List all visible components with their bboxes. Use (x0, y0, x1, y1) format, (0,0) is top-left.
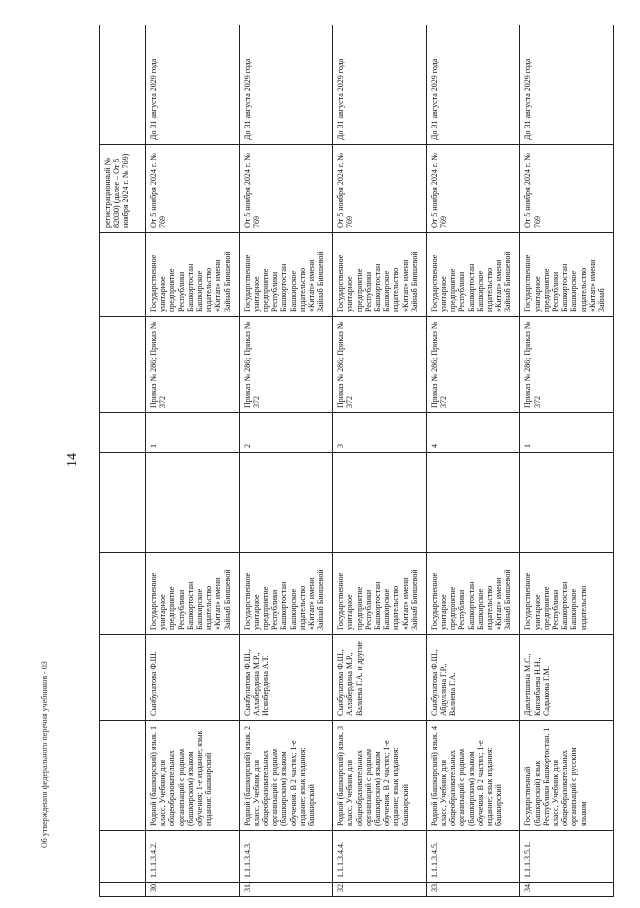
order-cell: Приказ № 286; Приказ № 372 (146, 317, 240, 413)
row-number-cell: 32. (333, 883, 427, 897)
table-row (426, 25, 520, 897)
code-cell: 1.1.1.3.5.1. (520, 831, 614, 883)
publisher-cell: Государственное унитарное предприятие Республики Башкортостан Башкирское издательство «Китап» имени Зайнаб Биишевой (239, 553, 333, 635)
footer-note: Об утверждении федерального перечня учебников - 03 (40, 661, 49, 848)
grade-cell: 1 (146, 413, 240, 453)
order-cell: Приказ № 286; Приказ № 372 (426, 317, 520, 413)
title-cell: Родной (башкирский) язык. 4 класс. Учебник для общеобразовательных организаций с родным (башкирским) языком обучения. В 2 частях; 1-е издание; язык издания: башкирский (426, 721, 520, 831)
grade-cell: 1 (520, 413, 614, 453)
rights-holder-cell: Государственное унитарное предприятие Республики Башкортостан Башкирское издательство «Китап» имени Зайнаб Биишевой (146, 233, 240, 317)
table-row-continuation (100, 25, 146, 897)
title-cell: Родной (башкирский) язык. 1 класс. Учебник для общеобразовательных организаций с родным (башкирским) языком обучения; 1-е издание; язык издания: башкирский (146, 721, 240, 831)
date-cell: От 5 ноября 2024 г. № 769 (426, 145, 520, 233)
date-note-cell: регистрационный № 82030) (далее – От 5 ноября 2024 г. № 769) (100, 145, 146, 233)
valid-until-cell: До 31 августа 2029 года (146, 25, 240, 145)
publisher-cell: Государственное унитарное предприятие Республики Башкортостан Башкирское издательство «Китап» имени Зайнаб Биишевой (333, 553, 427, 635)
row-number-cell: 30. (146, 883, 240, 897)
valid-until-cell: До 31 августа 2029 года (520, 25, 614, 145)
date-cell: От 5 ноября 2024 г. № 769 (333, 145, 427, 233)
authors-cell: Давлетшина М.С., Кинзябаева Н.Н., Садыкова Г.М. (520, 635, 614, 721)
rights-holder-cell: Государственное унитарное предприятие Республики Башкортостан Башкирское издательство «Китап» имени Зайнаб Биишевой (333, 233, 427, 317)
page-number: 14 (65, 453, 80, 467)
publisher-cell: Государственное унитарное предприятие Республики Башкортостан Башкирское издательство «Китап» имени Зайнаб Биишевой (426, 553, 520, 635)
authors-cell: Сынбулатова Ф.Ш., Аллабердина М.Р., Исянбердина А.Т. (239, 635, 333, 721)
rights-holder-cell: Государственное унитарное предприятие Республики Башкортостан Башкирское издательство «Китап» имени Зайнаб (520, 233, 614, 317)
grade-cell: 2 (239, 413, 333, 453)
blank-cell (146, 453, 240, 553)
valid-until-cell: До 31 августа 2029 года (426, 25, 520, 145)
table-row (520, 25, 614, 897)
publisher-cell: Государственное унитарное предприятие Республики Башкортостан Башкирское издательство «Китап» имени Зайнаб Биишевой (146, 553, 240, 635)
date-cell: От 5 ноября 2024 г. № 769 (520, 145, 614, 233)
code-cell: 1.1.1.3.4.4. (333, 831, 427, 883)
publisher-cell: Государственное унитарное предприятие Республики Башкортостан Башкирское издательство (520, 553, 614, 635)
table-row (239, 25, 333, 897)
date-cell: От 5 ноября 2024 г. № 769 (146, 145, 240, 233)
authors-cell: Сынбулатова Ф.Ш., Аллабердина М.Р., Валиева Г.А. и другие (333, 635, 427, 721)
textbook-table (99, 25, 614, 897)
blank-cell (333, 453, 427, 553)
code-cell: 1.1.1.3.4.2. (146, 831, 240, 883)
order-cell: Приказ № 286; Приказ № 372 (239, 317, 333, 413)
order-cell: Приказ № 286; Приказ № 372 (333, 317, 427, 413)
blank-cell (239, 453, 333, 553)
valid-until-cell: До 31 августа 2029 года (239, 25, 333, 145)
authors-cell: Сынбулатова Ф.Ш., Абдуллина Г.Р., Валиева Г.А. (426, 635, 520, 721)
valid-until-cell: До 31 августа 2029 года (333, 25, 427, 145)
title-cell: Родной (башкирский) язык. 2 класс. Учебник для общеобразовательных организаций с родным (башкирским) языком обучения. В 2 частях; 1-е издание; язык издания: башкирский (239, 721, 333, 831)
code-cell: 1.1.1.3.4.5. (426, 831, 520, 883)
grade-cell: 3 (333, 413, 427, 453)
table-row (146, 25, 240, 897)
title-cell: Государственный (башкирский) язык Республики Башкортостан. 1 класс. Учебник для общеобразовательных организаций с русским языком (520, 721, 614, 831)
blank-cell (520, 453, 614, 553)
order-cell: Приказ № 286; Приказ № 372 (520, 317, 614, 413)
row-number-cell: 33. (426, 883, 520, 897)
rights-holder-cell: Государственное унитарное предприятие Республики Башкортостан Башкирское издательство «Китап» имени Зайнаб Биишевой (239, 233, 333, 317)
row-number-cell: 34. (520, 883, 614, 897)
date-cell: От 5 ноября 2024 г. № 769 (239, 145, 333, 233)
table-row (333, 25, 427, 897)
row-number-cell: 31. (239, 883, 333, 897)
blank-cell (426, 453, 520, 553)
title-cell: Родной (башкирский) язык. 3 класс. Учебник для общеобразовательных организаций с родным (башкирским) языком обучения. В 2 частях; 1-е издание; язык издания: башкирский (333, 721, 427, 831)
code-cell: 1.1.1.3.4.3. (239, 831, 333, 883)
grade-cell: 4 (426, 413, 520, 453)
rights-holder-cell: Государственное унитарное предприятие Республики Башкортостан Башкирское издательство «Китап» имени Зайнаб Биишевой (426, 233, 520, 317)
authors-cell: Сынбулатова Ф.Ш. (146, 635, 240, 721)
